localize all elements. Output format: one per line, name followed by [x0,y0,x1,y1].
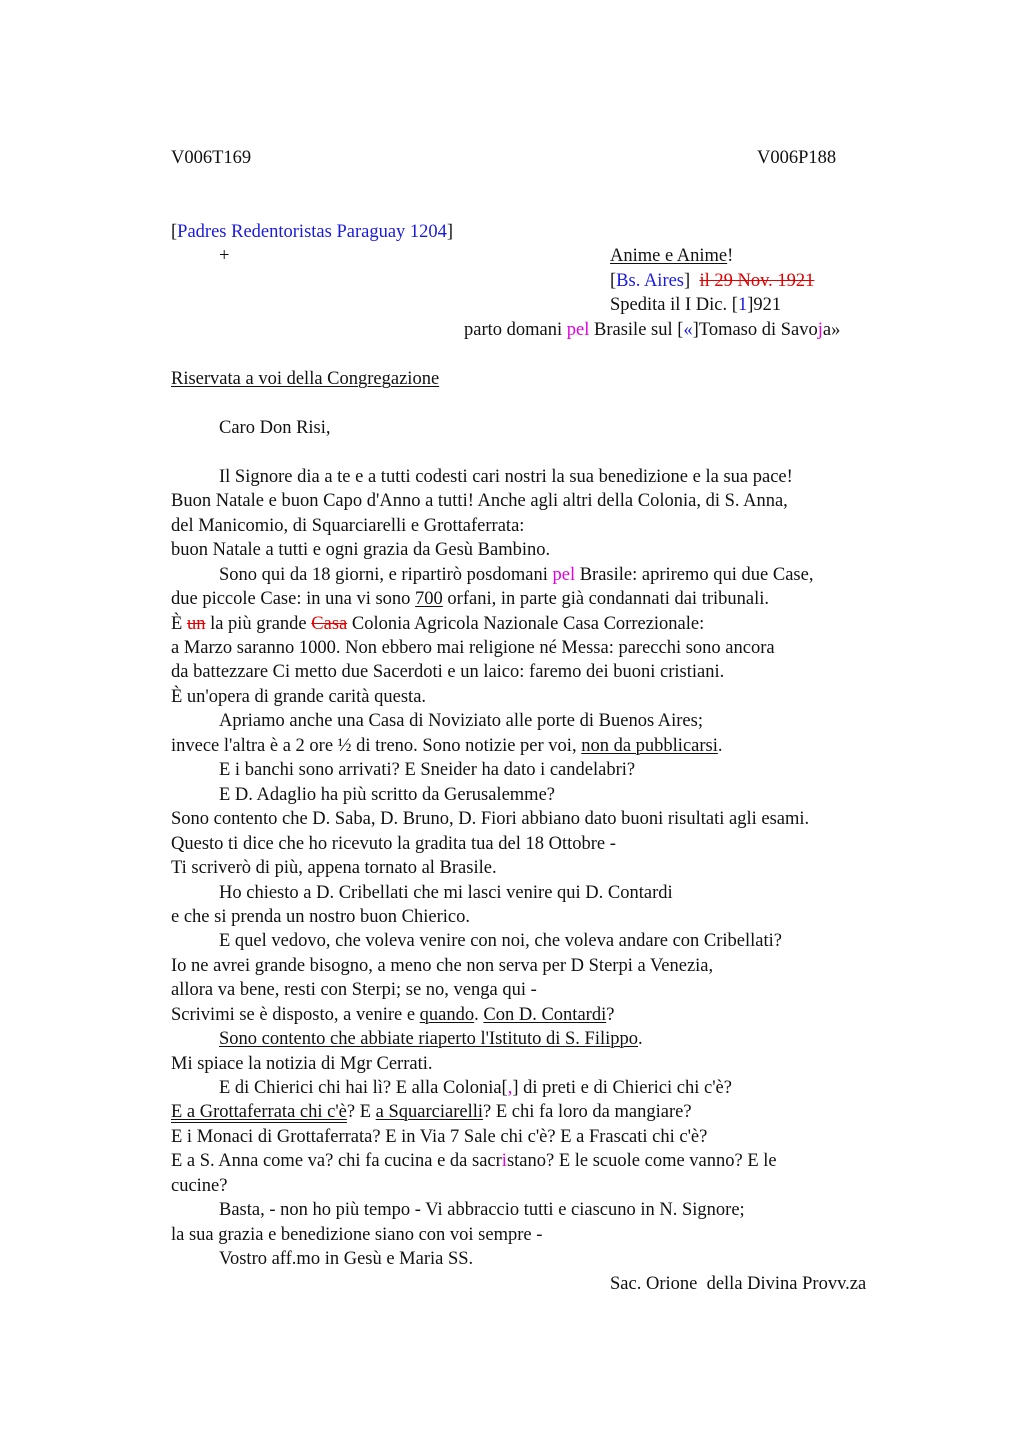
letter-line: a Marzo saranno 1000. Non ebbero mai religione né Messa: parecchi sono ancora [171,638,775,658]
text: . [474,1005,484,1025]
letter-line: da battezzare Ci metto due Sacerdoti e un laico: faremo dei buoni cristiani. [171,662,725,682]
struck-word: Casa [311,614,348,634]
departure-note [464,319,840,341]
letter-line: E D. Adaglio ha più scritto da Gerusalemme? [219,785,555,805]
signature: Sac. Orione della Divina Provv.za [610,1274,867,1294]
sent-number: 1 [737,295,748,315]
document-code-right: V006P188 [757,148,837,168]
letter-line [171,613,704,635]
letter-line: Ho chiesto a D. Cribellati che mi lasci venire qui D. Contardi [219,883,673,903]
underlined-phrase: non da pubblicarsi [581,736,718,756]
motto-text: Anime e Anime [610,246,728,266]
text: È [171,614,187,634]
highlight-letter: j [817,320,823,340]
underlined-word: quando [419,1005,475,1025]
highlight-comma: , [507,1078,513,1098]
letter-line: Questo ti dice che ho ricevuto la gradita tua del 18 Ottobre - [171,834,616,854]
text: . [638,1029,643,1049]
quote-mark: « [683,320,693,340]
sent-text: Spedita il I Dic. [ [610,295,738,315]
motto [610,245,733,267]
letter-line [219,564,813,586]
text: . [717,736,723,756]
text: ]Tomaso di Savo [692,320,818,340]
letter-line: Apriamo anche una Casa di Noviziato alle porte di Buenos Aires; [219,711,703,731]
letter-line: Mi spiace la notizia di Mgr Cerrati. [171,1054,433,1074]
struck-date: il 29 Nov. 1921 [699,271,815,291]
text: due piccole Case: in una vi sono [171,589,416,609]
text: Scrivimi se è disposto, a venire e [171,1005,420,1025]
text: parto domani [464,320,567,340]
letter-line: E i banchi sono arrivati? E Sneider ha dato i candelabri? [219,760,636,780]
underlined-number: 700 [415,589,443,609]
letter-line [171,1004,614,1026]
text: Sono qui da 18 giorni, e ripartirò posdomani [219,565,553,585]
letter-line: allora va bene, resti con Sterpi; se no, venga qui - [171,980,537,1000]
underlined-phrase: Sono contento che abbiate riaperto l'Istituto di S. Filippo [219,1029,639,1049]
letter-line: Il Signore dia a te e a tutti codesti cari nostri la sua benedizione e la sua pace! [219,467,793,487]
reserved-text: Riservata a voi della Congregazione [171,369,440,389]
letter-line [171,588,769,610]
text: Brasile: apriremo qui due Case, [575,565,814,585]
letter-line: È un'opera di grande carità questa. [171,687,427,707]
highlight-letter: i [501,1151,507,1171]
text: orfani, in parte già condannati dai tribunali. [442,589,770,609]
double-underlined-phrase: E a Grottaferrata chi c'è [171,1102,347,1122]
letter-line [171,1150,777,1172]
salutation: Caro Don Risi, [219,418,331,438]
text: Colonia Agricola Nazionale Casa Correzionale: [347,614,705,634]
letter-line: Ti scriverò di più, appena tornato al Brasile. [171,858,497,878]
bracket: [ [171,222,178,242]
letter-line [219,1077,732,1099]
letter-line [171,735,723,757]
letter-line: la sua grazia e benedizione siano con voi sempre - [171,1225,543,1245]
place: Bs. Aires [616,271,685,291]
text: ? E chi fa loro da mangiare? [483,1102,692,1122]
bracket: ] [446,222,454,242]
letter-line [219,1028,643,1050]
text: invece l'altra è a 2 ore ½ di treno. Sono notizie per voi, [171,736,582,756]
bracket: [ [610,271,617,291]
struck-word: un [186,614,206,634]
archive-reference [171,221,453,243]
text: E a S. Anna come va? chi fa cucina e da sacr [171,1151,502,1171]
text: a» [822,320,841,340]
text: ] di preti e di Chierici chi c'è? [512,1078,732,1098]
letter-line: Basta, - non ho più tempo - Vi abbraccio tutti e ciascuno in N. Signore; [219,1200,745,1220]
place-date [610,270,814,292]
text: stano? E le scuole come vanno? E le [506,1151,777,1171]
text: Brasile sul [ [589,320,684,340]
letter-line: buon Natale a tutti e ogni grazia da Gesù Bambino. [171,540,551,560]
letter-line: Vostro aff.mo in Gesù e Maria SS. [219,1249,474,1269]
sent-date [610,294,781,316]
underlined-phrase: a Squarciarelli [375,1102,484,1122]
text: ? [606,1005,615,1025]
letter-line: Sono contento che D. Saba, D. Bruno, D. Fiori abbiano dato buoni risultati agli esami. [171,809,810,829]
text: ? E [346,1102,376,1122]
letter-line [171,1101,692,1123]
letter-line: cucine? [171,1176,228,1196]
bracket: ] [684,271,691,291]
text: la più grande [205,614,312,634]
letter-line: del Manicomio, di Squarciarelli e Grottaferrata: [171,516,525,536]
sent-text-end: ]921 [747,295,782,315]
letter-line: E quel vedovo, che voleva venire con noi, che voleva andare con Cribellati? [219,931,782,951]
motto-excl: ! [727,246,734,266]
archive-label: Padres Redentoristas Paraguay 1204 [177,222,447,242]
text: E di Chierici chi hai lì? E alla Colonia[ [219,1078,508,1098]
letter-line: E i Monaci di Grottaferrata? E in Via 7 Sale chi c'è? E a Frascati chi c'è? [171,1127,708,1147]
cross-mark: + [219,246,230,266]
letter-line: Buon Natale e buon Capo d'Anno a tutti! Anche agli altri della Colonia, di S. Anna, [171,491,788,511]
letter-line: Io ne avrei grande bisogno, a meno che non serva per D Sterpi a Venezia, [171,956,714,976]
reserved-note [171,368,439,390]
underlined-phrase: Con D. Contardi [483,1005,607,1025]
highlight-word: pel [552,565,576,585]
highlight-word: pel [566,320,590,340]
document-code-left: V006T169 [171,148,252,168]
letter-line: e che si prenda un nostro buon Chierico. [171,907,471,927]
